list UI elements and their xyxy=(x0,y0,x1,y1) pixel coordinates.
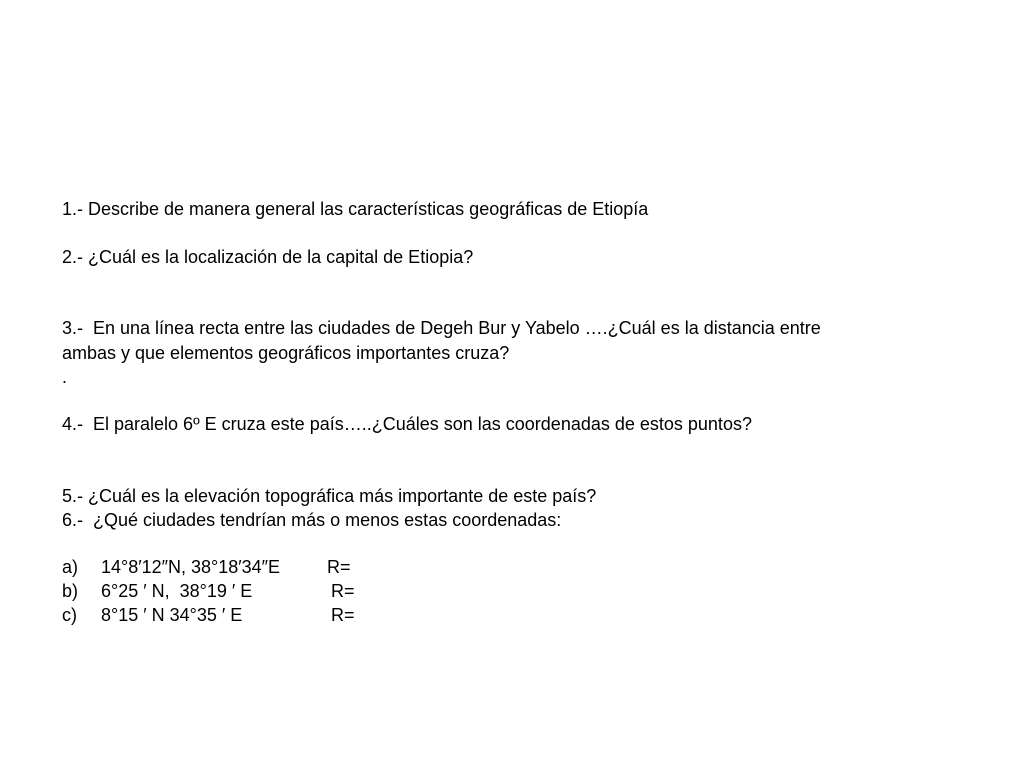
question-1: 1.- Describe de manera general las características geográficas de Etiopía xyxy=(62,199,649,219)
option-answer: R= xyxy=(327,557,351,577)
question-3-line-1: 3.- En una línea recta entre las ciudades de Degeh Bur y Yabelo ….¿Cuál es la distancia entre xyxy=(62,318,821,338)
question-5: 5.- ¿Cuál es la elevación topográfica más importante de este país? xyxy=(62,486,597,506)
option-answer: R= xyxy=(331,581,355,601)
question-4: 4.- El paralelo 6º E cruza este país…..¿Cuáles son las coordenadas de estos puntos? xyxy=(62,414,752,434)
option-coordinates: 6°25 ′ N, 38°19 ′ E xyxy=(101,581,253,601)
option-label: c) xyxy=(62,605,77,625)
question-2: 2.- ¿Cuál es la localización de la capital de Etiopia? xyxy=(62,247,474,267)
separator-dot: . xyxy=(62,367,68,387)
question-6: 6.- ¿Qué ciudades tendrían más o menos estas coordenadas: xyxy=(62,510,562,530)
option-answer: R= xyxy=(331,605,355,625)
question-3-line-2: ambas y que elementos geográficos importantes cruza? xyxy=(62,343,510,363)
option-label: b) xyxy=(62,581,79,601)
option-coordinates: 8°15 ′ N 34°35 ′ E xyxy=(101,605,243,625)
option-label: a) xyxy=(62,557,79,577)
option-coordinates: 14°8′12″N, 38°18′34″E xyxy=(101,557,281,577)
